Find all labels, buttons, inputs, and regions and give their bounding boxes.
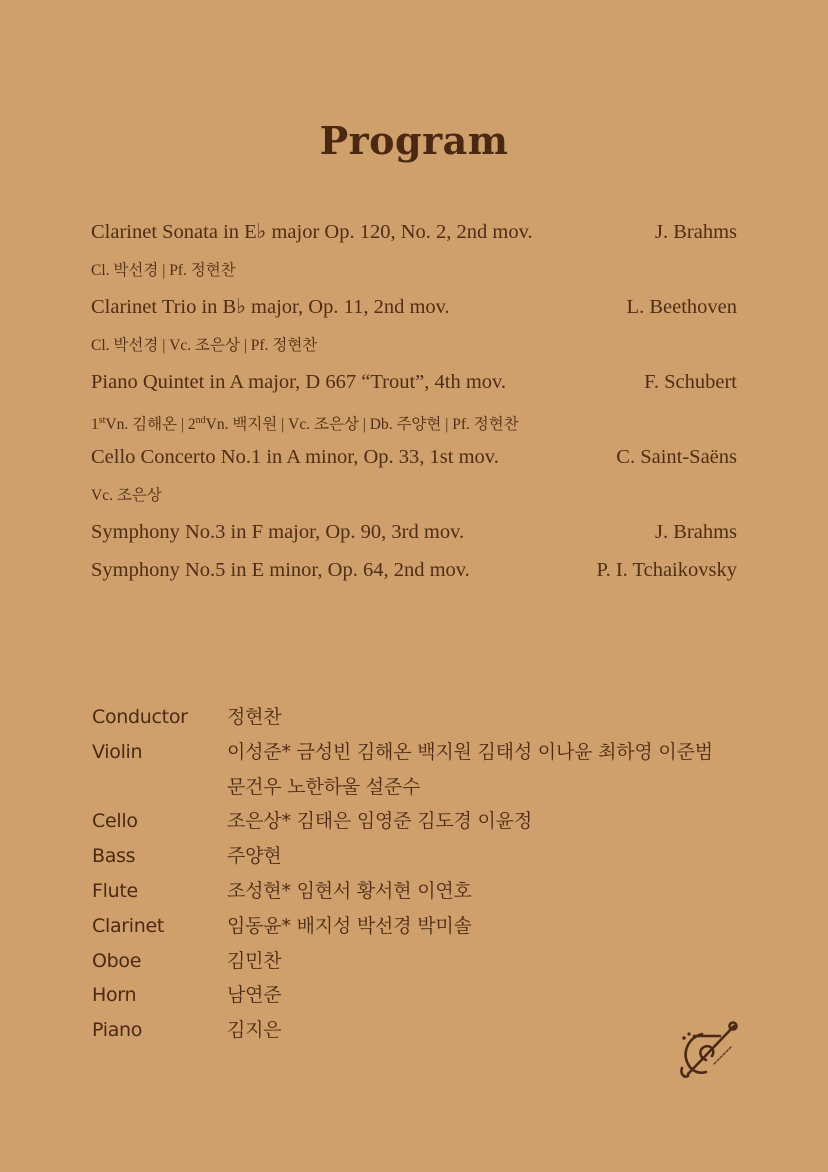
cast-role: Oboe: [92, 949, 142, 972]
cast-role: Violin: [92, 740, 143, 763]
performer-role: Cl.: [91, 336, 110, 354]
cast-role: Conductor: [92, 706, 188, 728]
performer-role: Vc.: [288, 415, 311, 433]
separator: |: [281, 415, 289, 433]
cast-row: [92, 735, 752, 770]
composer: F. Schubert: [644, 371, 737, 393]
cast-names: 김민찬: [227, 949, 282, 972]
ordinal-number: 1: [91, 415, 99, 433]
program-item: [91, 552, 737, 590]
composer: C. Saint-Saëns: [616, 446, 737, 468]
performer-name: 정현찬: [473, 415, 519, 433]
cast-row: [92, 944, 752, 979]
cast-names: 문건우 노한하울 설준수: [227, 775, 421, 798]
cast-row: [92, 978, 752, 1013]
composer: P. I. Tchaikovsky: [596, 558, 737, 581]
performer-name: 김해온: [132, 415, 178, 433]
cast-row: [92, 874, 752, 909]
performer-role: Vn.: [105, 415, 129, 433]
cello-emblem-icon: [676, 1016, 742, 1082]
separator: |: [180, 415, 188, 433]
cast-names: 조은상* 김태은 임영준 김도경 이윤정: [227, 810, 532, 833]
cast-role: [92, 770, 227, 805]
performer-name: 주양현: [396, 415, 442, 433]
cast-row: [92, 700, 752, 735]
performer-role: Vn.: [205, 415, 229, 433]
piece-title: Cello Concerto No.1 in A minor, Op. 33, 1st mov.: [91, 446, 499, 468]
performer-role: Db.: [369, 415, 393, 433]
piece-title: Symphony No.5 in E minor, Op. 64, 2nd mov.: [91, 558, 470, 581]
piece-title: Piano Quintet in A major, D 667 “Trout”, 4th mov.: [91, 371, 507, 393]
performer-role: Pf.: [452, 415, 470, 433]
cast-row: [92, 909, 752, 944]
cast-names: 주양현: [227, 845, 282, 868]
program-item: [91, 439, 737, 477]
cast-names: 이성준* 금성빈 김해온 백지원 김태성 이나윤 최하영 이준범: [227, 740, 713, 763]
performers-line: [91, 252, 737, 290]
performer-name: 박선경: [113, 261, 159, 279]
separator: |: [162, 261, 170, 279]
cast-row: [92, 770, 752, 805]
cast-role: Cello: [92, 810, 138, 833]
performer-name: 정현찬: [272, 336, 318, 354]
composer: L. Beethoven: [626, 296, 737, 318]
cast-role: Horn: [92, 984, 137, 1007]
performer-name: 조은상: [195, 336, 240, 354]
performer-name: 정현찬: [190, 261, 236, 279]
program-list: [91, 214, 737, 589]
cast-row: [92, 804, 752, 839]
performers-line: [91, 477, 737, 515]
performer-role: Vc.: [169, 336, 192, 354]
performer-name: 백지원: [232, 415, 278, 433]
program-item: [91, 364, 737, 402]
separator: |: [243, 336, 251, 354]
cast-role: Flute: [92, 879, 138, 902]
performer-role: Pf.: [169, 261, 187, 279]
program-item: [91, 214, 737, 252]
cast-row: [92, 1013, 752, 1048]
performer-role: Vc.: [91, 486, 113, 504]
program-item: [91, 514, 737, 552]
composer: J. Brahms: [655, 521, 737, 543]
cast-list: [92, 700, 752, 1048]
performer-role: Cl.: [91, 261, 110, 279]
cast-role: Piano: [92, 1019, 143, 1042]
cast-names: 남연준: [227, 984, 282, 1007]
page-title: Program: [319, 118, 509, 163]
separator: |: [445, 415, 453, 433]
performers-line: [91, 402, 737, 440]
performer-name: 박선경: [113, 336, 159, 354]
ordinal-number: 2: [187, 415, 196, 433]
cast-names: 조성현* 임현서 황서현 이연호: [227, 879, 472, 902]
performer-name: 조은상: [313, 415, 359, 433]
cast-names: 정현찬: [227, 706, 282, 728]
performers-line: [91, 327, 737, 365]
composer: J. Brahms: [655, 221, 737, 243]
separator: |: [162, 336, 170, 354]
program-item: [91, 289, 737, 327]
cast-row: [92, 839, 752, 874]
piece-title: Clarinet Sonata in E♭ major Op. 120, No. 2, 2nd mov.: [91, 221, 533, 243]
ordinal-suffix: nd: [195, 414, 206, 426]
cast-role: Bass: [92, 845, 136, 868]
ordinal-suffix: st: [98, 414, 106, 426]
separator: |: [362, 415, 370, 433]
cast-names: 임동윤* 배지성 박선경 박미솔: [227, 914, 472, 937]
performer-role: Pf.: [250, 336, 269, 354]
piece-title: Symphony No.3 in F major, Op. 90, 3rd mov.: [91, 521, 465, 543]
piece-title: Clarinet Trio in B♭ major, Op. 11, 2nd mov.: [91, 296, 450, 318]
performer-name: 조은상: [116, 486, 162, 504]
cast-names: 김지은: [227, 1019, 282, 1042]
cast-role: Clarinet: [92, 914, 165, 937]
